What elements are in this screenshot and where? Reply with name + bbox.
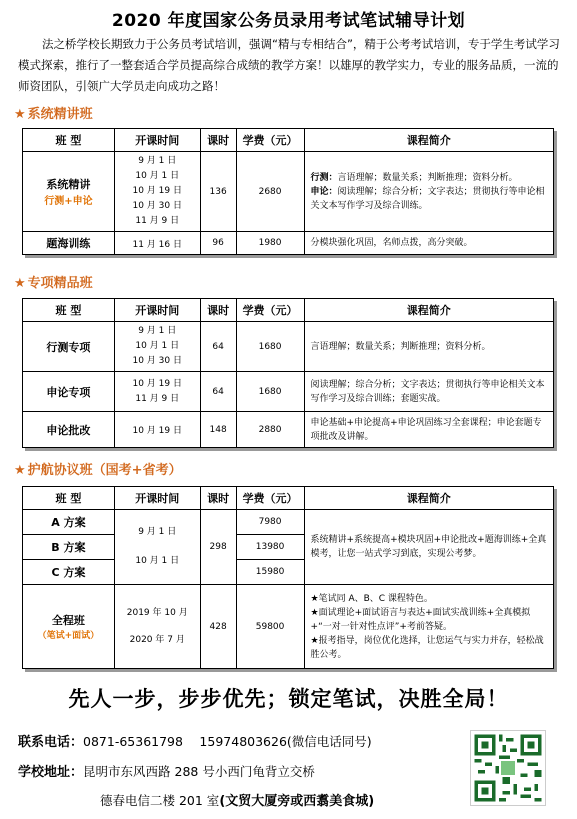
table-system-class [22, 128, 554, 255]
contact-address: 学校地址：昆明市东风西路 288 号小西门龟背立交桥 [18, 764, 315, 780]
table-row: 申论批改 10 月 19 日 148 2880 申论基础+申论提高+申论巩固练习全套课程；申论套题专项批改及讲解。 [23, 412, 554, 448]
star-icon: ★ [14, 463, 26, 478]
table-row: 申论专项 10 月 19 日 11 月 9 日 64 1680 阅读理解；综合分析；文字表达；贯彻执行等申论相关文本写作学习及综合训练；套题实战。 [23, 372, 554, 412]
table-row: A 方案 9 月 1 日 10 月 1 日 298 7980 系统精讲+系统提高+模块巩固+申论批改+题海训练+全真模考，让您一站式学习到底，实现公考梦。 [23, 510, 554, 535]
star-icon: ★ [14, 276, 26, 291]
table-row: C 方案 15980 [23, 560, 554, 585]
table-row: 行测专项 9 月 1 日 10 月 1 日 10 月 30 日 64 1680 言语理解；数量关系；判断推理；资料分析。 [23, 322, 554, 372]
contact-phone: 联系电话：0871-65361798 15974803626(微信电话同号) [18, 734, 372, 750]
qr-code-icon [470, 730, 546, 806]
table-header-row: 班 型 开课时间 课时 学费（元） 课程简介 [23, 299, 554, 322]
table-protocol-class [22, 486, 554, 669]
contact-address-line2: 德春电信二楼 201 室(文贸大厦旁或西翥美食城) [100, 793, 375, 809]
section-heading-2: ★ 专项精品班 [14, 276, 93, 291]
section-heading-3: ★ 护航协议班（国考+省考） [14, 463, 182, 478]
table-row: 系统精讲 行测+申论 9 月 1 日 10 月 1 日 10 月 19 日 10 月 30 日 11 月 9 日 136 2680 行测：言语理解；数量关系；判断推理；资料分析。 申论：阅读理解；综合分析；文字表达；贯彻执行等申论相关文本写作学习及综合训练。 [23, 152, 554, 232]
table-row: B 方案 13980 [23, 535, 554, 560]
star-icon: ★ [14, 107, 26, 122]
table-row: 全程班 （笔试+面试） 2019 年 10 月 2020 年 7 月 428 59800 ★笔试同 A、B、C 课程特色。 ★面试理论+面试语言与表达+面试实战训练+全真模拟+“一对一针对性点评”+考前答疑。 ★报考指导，岗位优化选择，让您运气与实力并存，轻松战胜公考。 [23, 585, 554, 669]
table-row: 题海训练 11 月 16 日 96 1980 分模块强化巩固，名师点拨，高分突破。 [23, 232, 554, 255]
table-header-row: 班 型 开课时间 课时 学费（元） 课程简介 [23, 129, 554, 152]
section-heading-1: ★ 系统精讲班 [14, 107, 93, 122]
intro-paragraph: 法之桥学校长期致力于公务员考试培训，强调“精与专相结合”，精于公考考试培训，专于学生考试学习模式探索，推行了一整套适合学员提高综合成绩的教学方案！以雄厚的教学实力，专业的服务品质，一流的师资团队，引领广大学员走向成功之路！ [18, 37, 560, 93]
table-special-class [22, 298, 554, 448]
slogan: 先人一步，步步优先；锁定笔试，决胜全局！ [68, 687, 509, 711]
page-title: 2020 年度国家公务员录用考试笔试辅导计划 [111, 11, 466, 31]
table-header-row: 班 型 开课时间 课时 学费（元） 课程简介 [23, 487, 554, 510]
